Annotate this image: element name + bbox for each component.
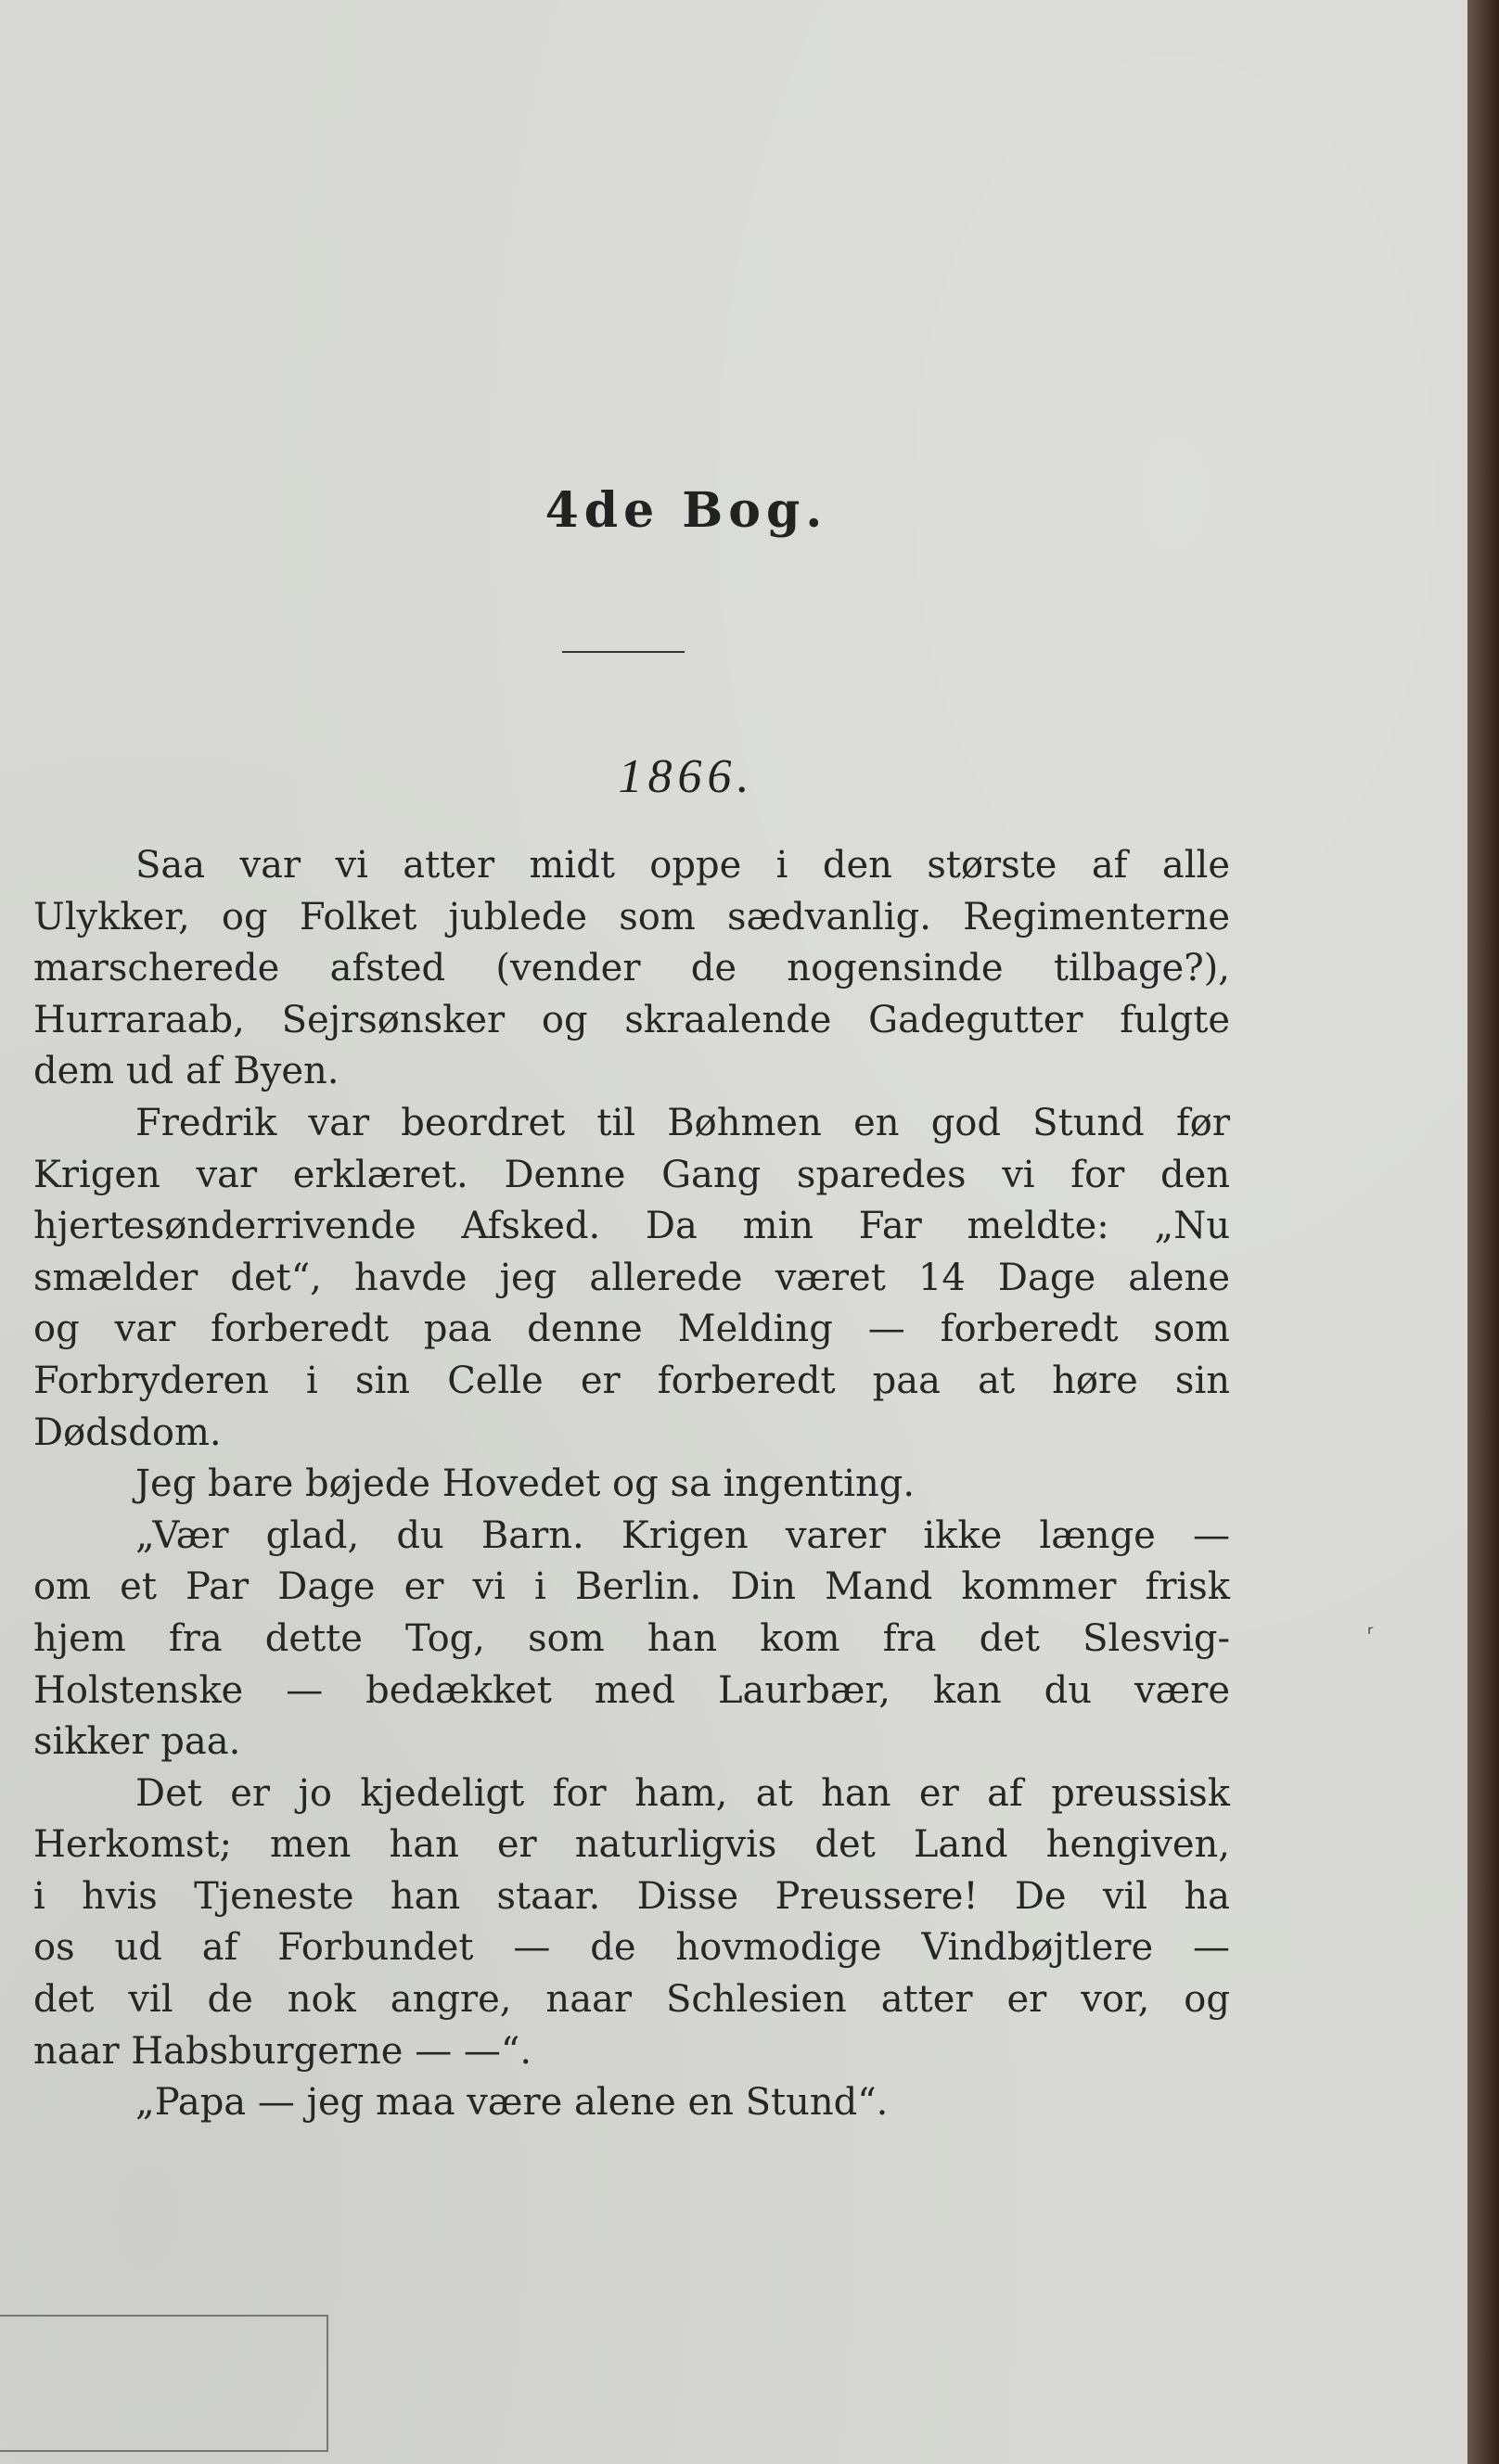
corner-stamp-box (0, 2315, 328, 2452)
text-line: Herkomst; men han er naturligvis det Land hengiven, (33, 1823, 1230, 1867)
text-line: Det er jo kjedeligt for ham, at han er af preussisk (135, 1771, 1230, 1815)
chapter-year: 1866. (618, 750, 755, 803)
text-line: om et Par Dage er vi i Berlin. Din Mand kommer frisk (33, 1565, 1230, 1609)
heading-divider (562, 651, 685, 653)
text-line: naar Habsburgerne — —“. (33, 2029, 532, 2073)
chapter-heading: 4de Bog. (545, 482, 828, 539)
text-line: „Papa — jeg maa være alene en Stund“. (135, 2081, 889, 2125)
text-line: hjertesønderrivende Afsked. Da min Far meldte: „Nu (33, 1205, 1230, 1248)
text-line: Saa var vi atter midt oppe i den største af alle (135, 844, 1230, 887)
margin-mark: ʳ (1367, 1621, 1374, 1647)
text-line: og var forberedt paa denne Melding — forberedt som (33, 1308, 1230, 1351)
text-line: dem ud af Byen. (33, 1050, 340, 1093)
text-line: sikker paa. (33, 1720, 241, 1764)
text-line: smælder det“, havde jeg allerede været 14 Dage alene (33, 1256, 1230, 1299)
text-line: Forbryderen i sin Celle er forberedt paa at høre sin (33, 1359, 1230, 1402)
text-line: Hurraraab, Sejrsønsker og skraalende Gadegutter fulgte (33, 998, 1230, 1041)
text-line: Jeg bare bøjede Hovedet og sa ingenting. (135, 1462, 916, 1506)
text-line: Dødsdom. (33, 1411, 222, 1454)
body-text (33, 840, 1230, 2129)
text-line: Fredrik var beordret til Bøhmen en god Stund før (135, 1101, 1230, 1144)
text-line: Krigen var erklæret. Denne Gang sparedes vi for den (33, 1153, 1230, 1196)
text-line: os ud af Forbundet — de hovmodige Vindbøjtlere — (33, 1926, 1230, 1970)
text-line: Ulykker, og Folket jublede som sædvanlig. Regimenterne (33, 895, 1230, 938)
text-line: „Vær glad, du Barn. Krigen varer ikke længe — (135, 1513, 1230, 1557)
page-edge (1467, 0, 1499, 2464)
text-line: Holstenske — bedækket med Laurbær, kan du være (33, 1668, 1230, 1712)
text-line: hjem fra dette Tog, som han kom fra det Slesvig- (33, 1616, 1230, 1660)
text-line: det vil de nok angre, naar Schlesien atter er vor, og (33, 1978, 1230, 2022)
text-line: marscherede afsted (vender de nogensinde tilbage?), (33, 947, 1230, 990)
text-line: i hvis Tjeneste han staar. Disse Preussere! De vil ha (33, 1874, 1230, 1918)
